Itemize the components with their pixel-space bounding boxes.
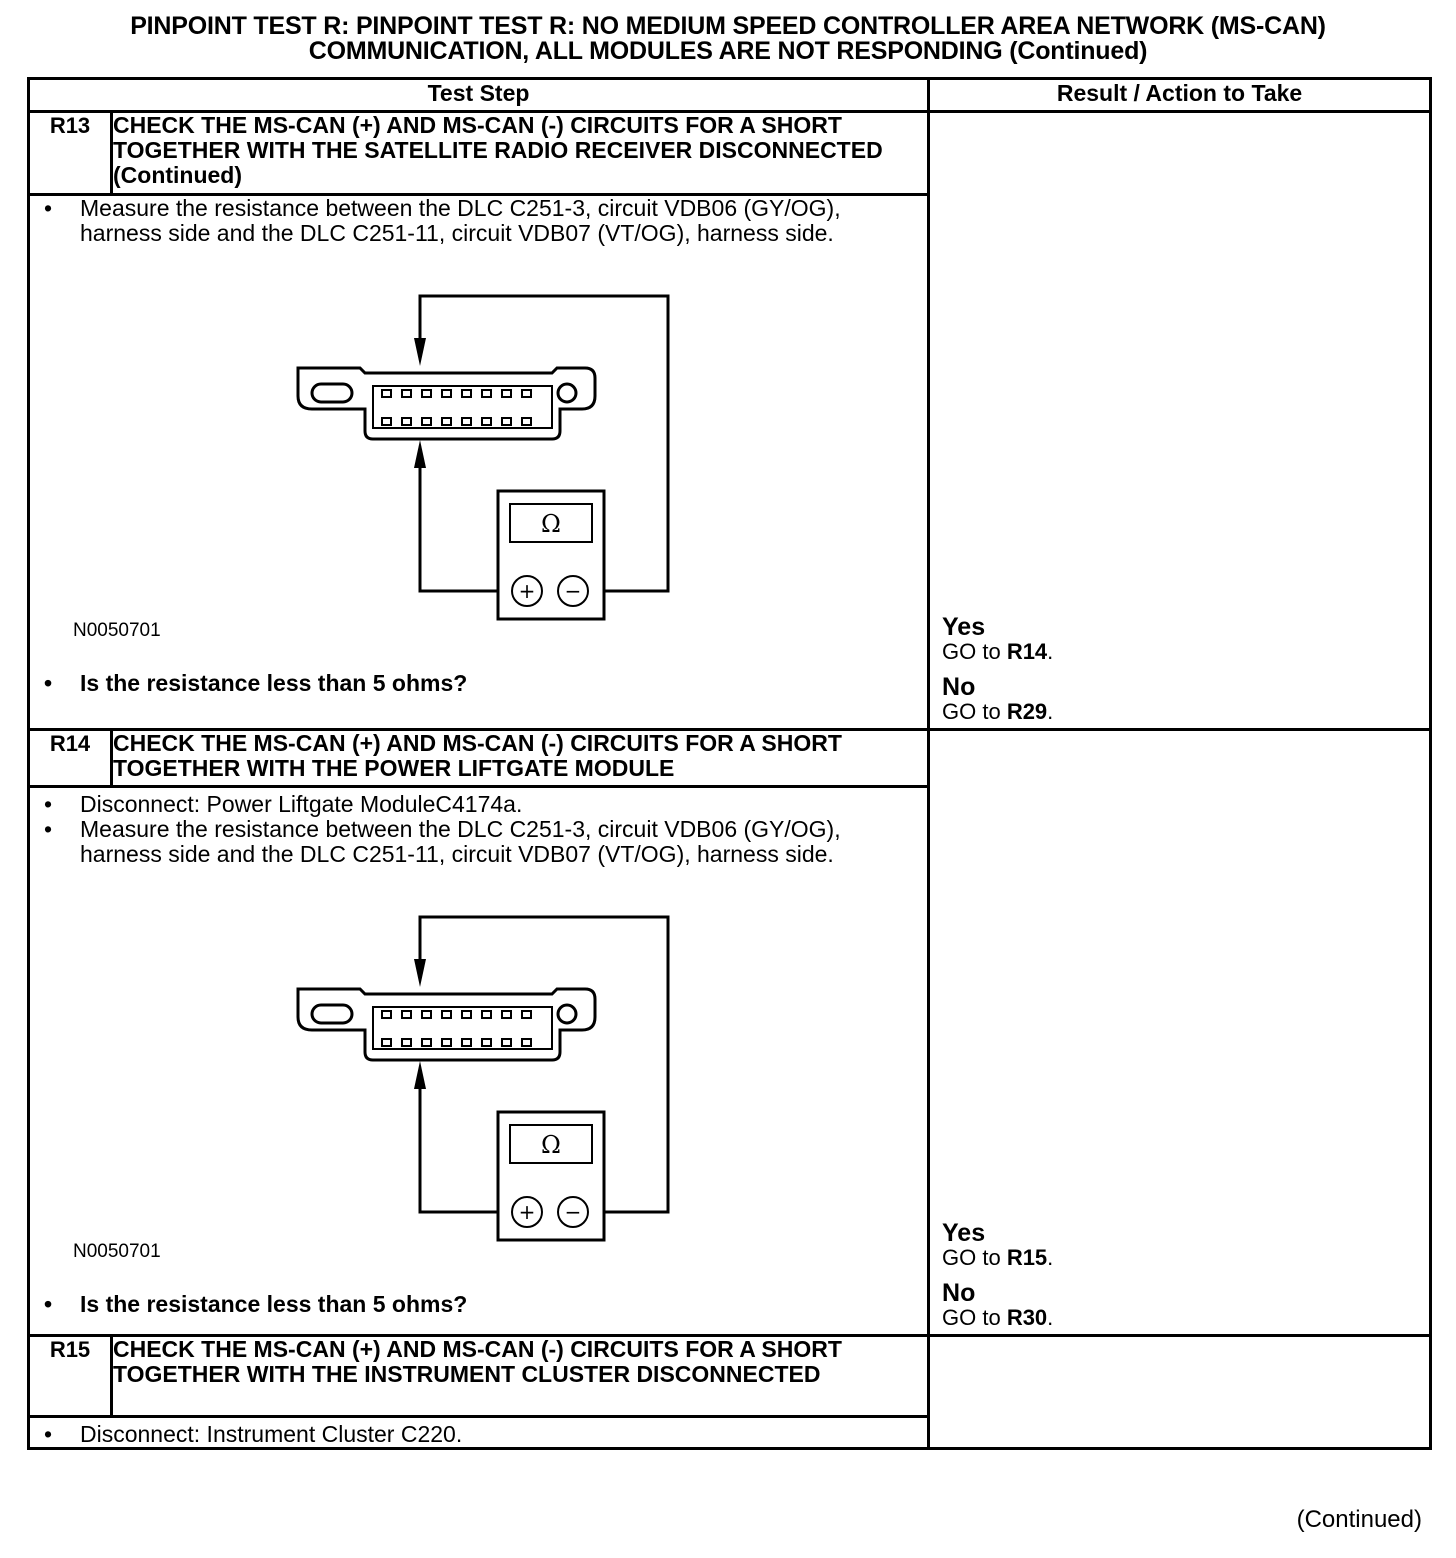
step-body (29, 195, 929, 730)
page-title-line-1: PINPOINT TEST R: PINPOINT TEST R: NO MEDIUM SPEED CONTROLLER AREA NETWORK (MS-CAN) (130, 12, 1326, 40)
result-cell (929, 1336, 1431, 1449)
ohm-symbol: Ω (541, 510, 561, 538)
step-r14-title-row (29, 730, 1431, 787)
question-list (30, 1292, 927, 1317)
result-yes-label: Yes (942, 1219, 986, 1247)
step-body (29, 1417, 929, 1449)
instruction-list (30, 1422, 927, 1447)
step-title: CHECK THE MS-CAN (+) AND MS-CAN (-) CIRCUITS FOR A SHORT TOGETHER WITH THE SATELLITE RADIO RECEIVER DISCONNECTED (Continued) (112, 112, 929, 195)
result-yes-label: Yes (942, 613, 986, 641)
instruction-item: • Disconnect: Instrument Cluster C220. (80, 1422, 927, 1447)
instruction-item: • Measure the resistance between the DLC C251-3, circuit VDB06 (GY/OG), harness side and the DLC C251-11, circuit VDB07 (VT/OG), harness side. (80, 817, 927, 867)
question-list (30, 671, 927, 696)
minus-terminal: − (564, 579, 582, 603)
figure-id: N0050701 (73, 620, 161, 641)
result-no-label: No (942, 1279, 976, 1307)
result-cell (929, 730, 1431, 1336)
step-id: R13 (29, 112, 112, 195)
plus-terminal: + (518, 579, 536, 603)
question: • Is the resistance less than 5 ohms? (80, 671, 927, 696)
step-link[interactable]: R29 (1006, 699, 1048, 724)
step-r15-title-row (29, 1336, 1431, 1417)
result-no-action: GO to R29. (942, 699, 1054, 724)
result-block (942, 614, 1053, 724)
plus-terminal: + (518, 1200, 536, 1224)
figure-id: N0050701 (73, 1241, 161, 1262)
step-title: CHECK THE MS-CAN (+) AND MS-CAN (-) CIRCUITS FOR A SHORT TOGETHER WITH THE INSTRUMENT CLUSTER DISCONNECTED (112, 1336, 929, 1417)
question: • Is the resistance less than 5 ohms? (80, 1292, 927, 1317)
header-result: Result / Action to Take (929, 79, 1431, 112)
ohm-symbol: Ω (541, 1131, 561, 1159)
page-title-line-2: COMMUNICATION, ALL MODULES ARE NOT RESPONDING (Continued) (308, 37, 1148, 65)
instruction-list (30, 196, 927, 246)
dlc-resistance-figure (30, 867, 927, 1262)
dlc-ohmmeter-diagram (30, 246, 730, 621)
dlc-resistance-figure (30, 246, 927, 641)
instruction-list (30, 792, 927, 867)
result-yes-action: GO to R15. (942, 1245, 1054, 1270)
pinpoint-test-table (27, 77, 1432, 1450)
page-title (28, 14, 1428, 64)
step-link[interactable]: R15 (1006, 1245, 1048, 1270)
header-test-step: Test Step (29, 79, 929, 112)
step-r13-title-row (29, 112, 1431, 195)
result-no-action: GO to R30. (942, 1305, 1054, 1330)
step-id: R15 (29, 1336, 112, 1417)
dlc-ohmmeter-diagram (30, 867, 730, 1242)
result-yes-action: GO to R14. (942, 639, 1054, 664)
result-block (942, 1220, 1053, 1330)
result-cell (929, 112, 1431, 730)
step-link[interactable]: R14 (1006, 639, 1048, 664)
instruction-item: • Disconnect: Power Liftgate ModuleC4174a. (80, 792, 927, 817)
step-id: R14 (29, 730, 112, 787)
minus-terminal: − (564, 1200, 582, 1224)
step-link[interactable]: R30 (1006, 1305, 1048, 1330)
result-no-label: No (942, 673, 976, 701)
instruction-item: • Measure the resistance between the DLC C251-3, circuit VDB06 (GY/OG), harness side and the DLC C251-11, circuit VDB07 (VT/OG), harness side. (80, 196, 927, 246)
continued-note: (Continued) (1296, 1506, 1422, 1533)
step-title: CHECK THE MS-CAN (+) AND MS-CAN (-) CIRCUITS FOR A SHORT TOGETHER WITH THE POWER LIFTGATE MODULE (112, 730, 929, 787)
step-body (29, 787, 929, 1336)
